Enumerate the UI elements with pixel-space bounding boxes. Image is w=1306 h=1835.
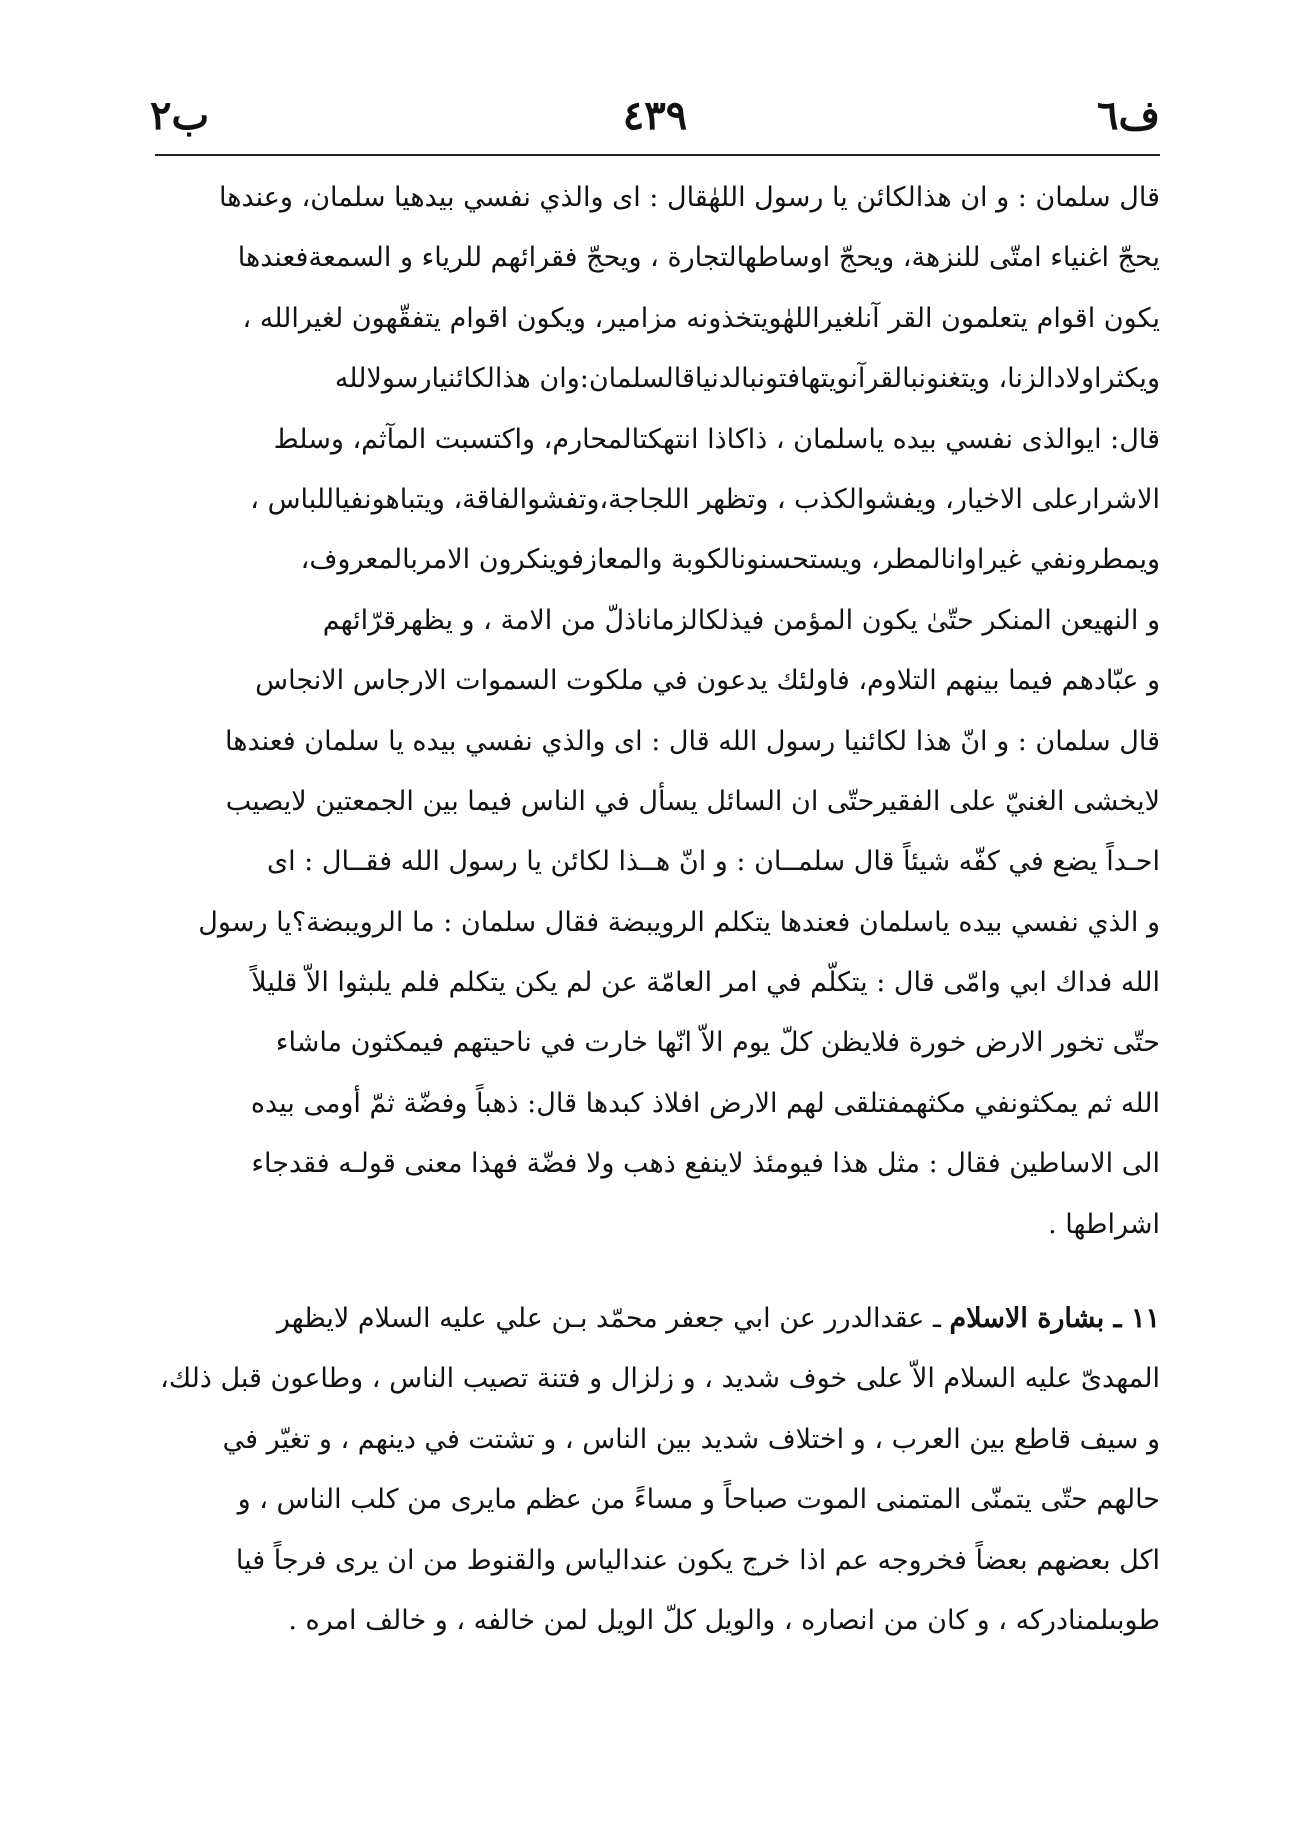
text-line: يكون اقوام يتعلمون القر آنلغيراللهٰويتخذونه مزامير، ويكون اقوام يتفقّهون لغيرالله ،: [242, 302, 1160, 334]
text-line: قال: ايوالذى نفسي بيده ياسلمان ، ذاكاذا انتهكتالمحارم، واكتسبت المآثم، وسلط: [273, 423, 1160, 455]
text-line: [152, 1289, 1160, 1349]
paragraph-hadith-salman: [152, 168, 1160, 1255]
page-header: [150, 92, 1160, 152]
text-line: ويكثراولادالزنا، ويتغنونبالقرآنويتهافتونبالدنياقالسلمان:وان هذالكائنيارسولالله: [334, 363, 1160, 395]
text-line: الى الاساطين فقال : مثل هذا فيومئذ لاينفع ذهب ولا فضّة فهذا معنى قولـه فقدجاء: [251, 1148, 1160, 1180]
text-line: قال سلمان : و انّ هذا لكائنيا رسول الله قال : اى والذي نفسي بيده يا سلمان فعندها: [224, 725, 1160, 757]
text-line: احـداً يضع في كفّه شيئاً قال سلمــان : و انّ هــذا لكائن يا رسول الله فقــال : اى: [266, 846, 1160, 878]
text-line: و الذي نفسي بيده ياسلمان فعندها يتكلم الرويبضة فقال سلمان : ما الرويبضة؟يا رسول: [198, 906, 1160, 938]
text-line: لايخشى الغنيّ على الفقيرحتّى ان السائل يسأل في الناس فيما بين الجمعتين لايصيب: [225, 785, 1160, 817]
body-text: [152, 168, 1160, 1651]
text-line: المهدىّ عليه السلام الاّ على خوف شديد ، و زلزال و فتنة تصيب الناس ، وطاعون قبل ذلك،: [160, 1363, 1160, 1395]
text-line: ويمطرونفي غيراوانالمطر، ويستحسنونالكوبة والمعازفوينكرون الامربالمعروف،: [300, 544, 1160, 576]
text-line: اشراطها .: [1048, 1208, 1160, 1240]
text-line: الله فداك ابي وامّى قال : يتكلّم في امر العامّة عن لم يكن يتكلم فلم يلبثوا الاّ قليلاً: [251, 967, 1160, 999]
text-line: حالهم حتّى يتمنّى المتمنى الموت صباحاً و مساءً من عظم مايرى من كلب الناس ، و: [237, 1484, 1160, 1516]
text-line-rest: ـ عقدالدرر عن ابي جعفر محمّد بـن علي عليه السلام لايظهر: [276, 1303, 950, 1335]
text-line: طوبىلمنادركه ، و كان من انصاره ، والويل كلّ الويل لمن خالفه ، و خالف امره .: [288, 1604, 1160, 1636]
text-line: يحجّ اغنياء امتّى للنزهة، ويحجّ اوساطهالتجارة ، ويحجّ فقرائهم للرياء و السمعةفعندها: [237, 242, 1160, 274]
page-number: ٤٣٩: [622, 92, 688, 139]
text-line: و النهيعن المنكر حتّىٰ يكون المؤمن فيذلكالزماناذلّ من الامة ، و يظهرقرّائهم: [322, 604, 1160, 636]
header-divider: [155, 154, 1160, 156]
section-heading: ١١ ـ بشارة الاسلام: [949, 1303, 1160, 1335]
text-line: حتّى تخور الارض خورة فلايظن كلّ يوم الاّ انّها خارت في ناحيتهم فيمكثون ماشاء: [275, 1027, 1160, 1059]
text-line: الله ثم يمكثونفي مكثهمفتلقى لهم الارض افلاذ كبدها قال: ذهباً وفضّة ثمّ أومى بيده: [250, 1087, 1160, 1119]
header-section-label: ب٢: [150, 92, 210, 139]
text-line: اكل بعضهم بعضاً فخروجه عم اذا خرج يكون عندالياس والقنوط من ان يرى فرجاً فيا: [235, 1544, 1160, 1576]
text-line: الاشرارعلى الاخيار، ويفشوالكذب ، وتظهر اللجاجة،وتفشوالفاقة، ويتباهونفياللباس ،: [250, 483, 1160, 515]
paragraph-bisharat-al-islam: [152, 1289, 1160, 1651]
header-chapter-label: ف٦: [1097, 92, 1160, 139]
text-line: قال سلمان : و ان هذالكائن يا رسول اللهٰقال : اى والذي نفسي بيدهيا سلمان، وعندها: [219, 182, 1160, 213]
text-line: و سيف قاطع بين العرب ، و اختلاف شديد بين الناس ، و تشتت في دينهم ، و تغيّر في: [222, 1423, 1160, 1455]
paragraph-gap: [152, 1255, 1160, 1289]
text-line: و عبّادهم فيما بينهم التلاوم، فاولئك يدعون في ملكوت السموات الارجاس الانجاس: [255, 665, 1160, 697]
